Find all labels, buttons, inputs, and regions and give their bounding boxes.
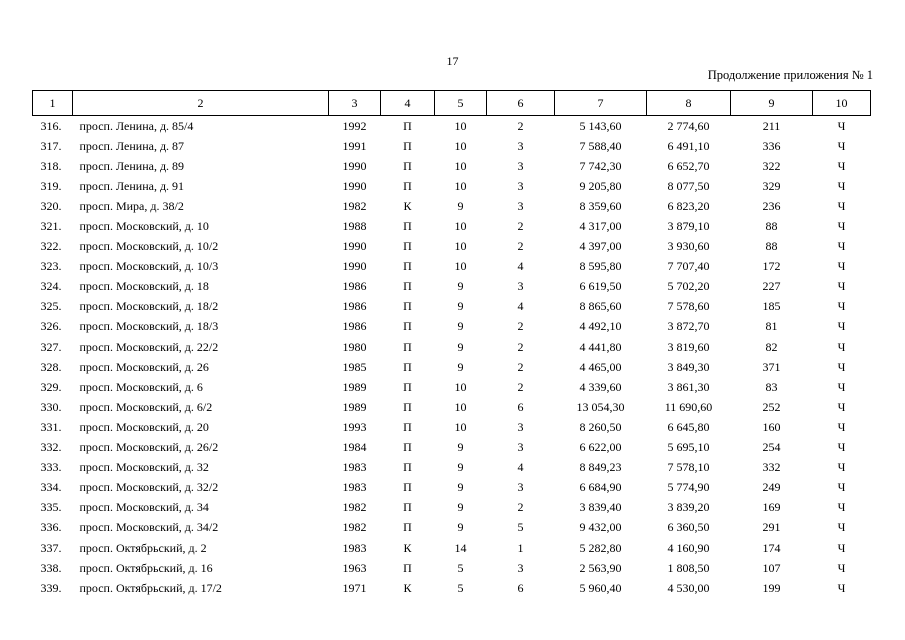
year-cell: 1989 (342, 399, 367, 414)
page-number: 17 (446, 54, 459, 68)
column-header-4: 4 (381, 91, 435, 116)
year-cell: 1986 (342, 319, 367, 334)
category-cell: Ч (837, 259, 846, 274)
year-cell: 1989 (342, 379, 367, 394)
entrances-cell: 2 (517, 118, 524, 133)
residents-cell: 371 (762, 359, 781, 374)
continuation-label: Продолжение приложения № 1 (707, 68, 873, 82)
total-area-cell: 13 054,30 (576, 399, 625, 414)
residents-cell: 81 (765, 319, 778, 334)
floors-cell: 10 (454, 158, 467, 173)
column-header-2: 2 (73, 91, 329, 116)
wall-type-cell: П (403, 219, 412, 234)
entrances-cell: 3 (517, 440, 524, 455)
floors-cell: 10 (454, 219, 467, 234)
residents-cell: 199 (762, 580, 781, 595)
wall-type-cell: П (403, 118, 412, 133)
living-area-cell: 3 930,60 (667, 239, 710, 254)
row-number-cell: 326. (40, 319, 62, 334)
floors-cell: 5 (457, 560, 464, 575)
year-cell: 1990 (342, 158, 367, 173)
living-area-cell: 3 839,20 (667, 500, 710, 515)
category-cell: Ч (837, 500, 846, 515)
data-table (32, 90, 871, 598)
year-cell: 1983 (342, 480, 367, 495)
total-area-cell: 9 432,00 (579, 520, 622, 535)
wall-type-cell: П (403, 359, 412, 374)
floors-cell: 9 (457, 520, 464, 535)
entrances-cell: 2 (517, 339, 524, 354)
category-cell: Ч (837, 560, 846, 575)
address-cell: просп. Московский, д. 6/2 (79, 399, 213, 414)
floors-cell: 10 (454, 138, 467, 153)
year-cell: 1971 (342, 580, 367, 595)
residents-cell: 88 (765, 219, 778, 234)
category-cell: Ч (837, 540, 846, 555)
table-row (33, 297, 871, 317)
category-cell: Ч (837, 279, 846, 294)
category-cell: Ч (837, 239, 846, 254)
category-cell: Ч (837, 339, 846, 354)
row-number-cell: 320. (40, 198, 62, 213)
floors-cell: 9 (457, 480, 464, 495)
entrances-cell: 2 (517, 359, 524, 374)
floors-cell: 9 (457, 279, 464, 294)
address-cell: просп. Московский, д. 6 (79, 379, 203, 394)
address-cell: просп. Ленина, д. 91 (79, 178, 185, 193)
category-cell: Ч (837, 520, 846, 535)
table-row (33, 277, 871, 297)
residents-cell: 252 (762, 399, 781, 414)
total-area-cell: 6 684,90 (579, 480, 622, 495)
wall-type-cell: П (403, 560, 412, 575)
residents-cell: 291 (762, 520, 781, 535)
category-cell: Ч (837, 580, 846, 595)
row-number-cell: 329. (40, 379, 62, 394)
entrances-cell: 2 (517, 379, 524, 394)
row-number-cell: 321. (40, 219, 62, 234)
table-row (33, 237, 871, 257)
entrances-cell: 5 (517, 520, 524, 535)
floors-cell: 9 (457, 339, 464, 354)
wall-type-cell: П (403, 500, 412, 515)
row-number-cell: 338. (40, 560, 62, 575)
address-cell: просп. Московский, д. 18/2 (79, 299, 219, 314)
residents-cell: 185 (762, 299, 781, 314)
row-number-cell: 335. (40, 500, 62, 515)
year-cell: 1982 (342, 198, 367, 213)
total-area-cell: 8 359,60 (579, 198, 622, 213)
address-cell: просп. Мира, д. 38/2 (79, 198, 184, 213)
residents-cell: 174 (762, 540, 781, 555)
category-cell: Ч (837, 359, 846, 374)
wall-type-cell: П (403, 239, 412, 254)
living-area-cell: 7 578,60 (667, 299, 710, 314)
entrances-cell: 2 (517, 219, 524, 234)
table-row (33, 458, 871, 478)
total-area-cell: 7 588,40 (579, 138, 622, 153)
row-number-cell: 327. (40, 339, 62, 354)
year-cell: 1988 (342, 219, 367, 234)
table-row (33, 176, 871, 196)
total-area-cell: 8 260,50 (579, 419, 622, 434)
address-cell: просп. Московский, д. 34/2 (79, 520, 219, 535)
entrances-cell: 3 (517, 138, 524, 153)
living-area-cell: 5 774,90 (667, 480, 710, 495)
floors-cell: 9 (457, 319, 464, 334)
column-header-7: 7 (555, 91, 647, 116)
entrances-cell: 4 (517, 259, 524, 274)
living-area-cell: 8 077,50 (667, 178, 710, 193)
residents-cell: 329 (762, 178, 781, 193)
floors-cell: 10 (454, 118, 467, 133)
address-cell: просп. Московский, д. 34 (79, 500, 209, 515)
year-cell: 1990 (342, 178, 367, 193)
residents-cell: 211 (762, 118, 781, 133)
row-number-cell: 323. (40, 259, 62, 274)
row-number-cell: 332. (40, 440, 62, 455)
residents-cell: 322 (762, 158, 781, 173)
wall-type-cell: П (403, 138, 412, 153)
total-area-cell: 8 865,60 (579, 299, 622, 314)
floors-cell: 9 (457, 299, 464, 314)
row-number-cell: 334. (40, 480, 62, 495)
floors-cell: 10 (454, 239, 467, 254)
wall-type-cell: П (403, 259, 412, 274)
living-area-cell: 6 360,50 (667, 520, 710, 535)
year-cell: 1963 (342, 560, 367, 575)
address-cell: просп. Московский, д. 22/2 (79, 339, 219, 354)
total-area-cell: 5 960,40 (579, 580, 622, 595)
residents-cell: 236 (762, 198, 781, 213)
row-number-cell: 331. (40, 419, 62, 434)
year-cell: 1983 (342, 460, 367, 475)
table-row (33, 136, 871, 156)
table-row (33, 357, 871, 377)
total-area-cell: 3 839,40 (579, 500, 622, 515)
total-area-cell: 9 205,80 (579, 178, 622, 193)
total-area-cell: 7 742,30 (579, 158, 622, 173)
address-cell: просп. Московский, д. 10/3 (79, 259, 219, 274)
row-number-cell: 339. (40, 580, 62, 595)
living-area-cell: 3 849,30 (667, 359, 710, 374)
entrances-cell: 1 (517, 540, 524, 555)
residents-cell: 82 (765, 339, 778, 354)
address-cell: просп. Московский, д. 32/2 (79, 480, 219, 495)
table-row (33, 478, 871, 498)
total-area-cell: 4 339,60 (579, 379, 622, 394)
year-cell: 1991 (342, 138, 367, 153)
column-header-1: 1 (33, 91, 73, 116)
category-cell: Ч (837, 299, 846, 314)
total-area-cell: 6 619,50 (579, 279, 622, 294)
address-cell: просп. Московский, д. 32 (79, 460, 209, 475)
residents-cell: 249 (762, 480, 781, 495)
total-area-cell: 6 622,00 (579, 440, 622, 455)
living-area-cell: 5 702,20 (667, 279, 710, 294)
category-cell: Ч (837, 419, 846, 434)
category-cell: Ч (837, 440, 846, 455)
column-header-6: 6 (487, 91, 555, 116)
wall-type-cell: К (403, 198, 412, 213)
address-cell: просп. Московский, д. 10 (79, 219, 209, 234)
entrances-cell: 6 (517, 399, 524, 414)
year-cell: 1992 (342, 118, 367, 133)
total-area-cell: 4 492,10 (579, 319, 622, 334)
total-area-cell: 4 397,00 (579, 239, 622, 254)
year-cell: 1986 (342, 299, 367, 314)
floors-cell: 9 (457, 460, 464, 475)
table-row (33, 417, 871, 437)
row-number-cell: 325. (40, 299, 62, 314)
address-cell: просп. Ленина, д. 89 (79, 158, 185, 173)
year-cell: 1980 (342, 339, 367, 354)
entrances-cell: 3 (517, 158, 524, 173)
total-area-cell: 4 441,80 (579, 339, 622, 354)
wall-type-cell: П (403, 339, 412, 354)
total-area-cell: 8 849,23 (579, 460, 622, 475)
row-number-cell: 330. (40, 399, 62, 414)
entrances-cell: 2 (517, 319, 524, 334)
wall-type-cell: П (403, 178, 412, 193)
entrances-cell: 6 (517, 580, 524, 595)
residents-cell: 88 (765, 239, 778, 254)
living-area-cell: 3 879,10 (667, 219, 710, 234)
year-cell: 1990 (342, 239, 367, 254)
address-cell: просп. Московский, д. 20 (79, 419, 209, 434)
table-row (33, 578, 871, 598)
entrances-cell: 3 (517, 178, 524, 193)
table-row (33, 116, 871, 137)
living-area-cell: 6 823,20 (667, 198, 710, 213)
living-area-cell: 1 808,50 (667, 560, 710, 575)
category-cell: Ч (837, 460, 846, 475)
living-area-cell: 7 578,10 (667, 460, 710, 475)
wall-type-cell: К (403, 580, 412, 595)
address-cell: просп. Московский, д. 10/2 (79, 239, 219, 254)
column-header-3: 3 (329, 91, 381, 116)
total-area-cell: 5 282,80 (579, 540, 622, 555)
table-row (33, 337, 871, 357)
entrances-cell: 4 (517, 299, 524, 314)
table-row (33, 216, 871, 236)
address-cell: просп. Московский, д. 18/3 (79, 319, 219, 334)
residents-cell: 107 (762, 560, 781, 575)
address-cell: просп. Московский, д. 26 (79, 359, 209, 374)
data-table-container (32, 90, 871, 598)
year-cell: 1983 (342, 540, 367, 555)
total-area-cell: 4 317,00 (579, 219, 622, 234)
entrances-cell: 3 (517, 480, 524, 495)
entrances-cell: 3 (517, 419, 524, 434)
wall-type-cell: П (403, 440, 412, 455)
table-row (33, 538, 871, 558)
wall-type-cell: П (403, 319, 412, 334)
row-number-cell: 336. (40, 520, 62, 535)
year-cell: 1986 (342, 279, 367, 294)
table-row (33, 317, 871, 337)
floors-cell: 5 (457, 580, 464, 595)
floors-cell: 10 (454, 399, 467, 414)
wall-type-cell: П (403, 279, 412, 294)
floors-cell: 10 (454, 419, 467, 434)
address-cell: просп. Октябрьский, д. 2 (79, 540, 207, 555)
address-cell: просп. Ленина, д. 87 (79, 138, 185, 153)
year-cell: 1984 (342, 440, 367, 455)
column-header-10: 10 (813, 91, 871, 116)
row-number-cell: 337. (40, 540, 62, 555)
year-cell: 1985 (342, 359, 367, 374)
residents-cell: 172 (762, 259, 781, 274)
living-area-cell: 4 160,90 (667, 540, 710, 555)
category-cell: Ч (837, 158, 846, 173)
table-row (33, 196, 871, 216)
residents-cell: 254 (762, 440, 781, 455)
year-cell: 1982 (342, 500, 367, 515)
residents-cell: 336 (762, 138, 781, 153)
column-header-9: 9 (731, 91, 813, 116)
table-row (33, 518, 871, 538)
table-row (33, 438, 871, 458)
floors-cell: 9 (457, 440, 464, 455)
residents-cell: 332 (762, 460, 781, 475)
living-area-cell: 3 861,30 (667, 379, 710, 394)
wall-type-cell: П (403, 158, 412, 173)
living-area-cell: 3 819,60 (667, 339, 710, 354)
living-area-cell: 4 530,00 (667, 580, 710, 595)
floors-cell: 9 (457, 359, 464, 374)
entrances-cell: 2 (517, 500, 524, 515)
table-row (33, 558, 871, 578)
entrances-cell: 3 (517, 198, 524, 213)
wall-type-cell: П (403, 480, 412, 495)
floors-cell: 9 (457, 500, 464, 515)
category-cell: Ч (837, 319, 846, 334)
table-row (33, 257, 871, 277)
residents-cell: 83 (765, 379, 778, 394)
living-area-cell: 6 491,10 (667, 138, 710, 153)
table-row (33, 397, 871, 417)
row-number-cell: 317. (40, 138, 62, 153)
living-area-cell: 3 872,70 (667, 319, 710, 334)
column-header-5: 5 (435, 91, 487, 116)
category-cell: Ч (837, 480, 846, 495)
total-area-cell: 4 465,00 (579, 359, 622, 374)
living-area-cell: 6 645,80 (667, 419, 710, 434)
wall-type-cell: К (403, 540, 412, 555)
total-area-cell: 5 143,60 (579, 118, 622, 133)
row-number-cell: 318. (40, 158, 62, 173)
address-cell: просп. Московский, д. 26/2 (79, 440, 219, 455)
floors-cell: 9 (457, 198, 464, 213)
category-cell: Ч (837, 379, 846, 394)
total-area-cell: 8 595,80 (579, 259, 622, 274)
address-cell: просп. Октябрьский, д. 17/2 (79, 580, 222, 595)
living-area-cell: 11 690,60 (664, 399, 713, 414)
row-number-cell: 324. (40, 279, 62, 294)
floors-cell: 10 (454, 259, 467, 274)
living-area-cell: 2 774,60 (667, 118, 710, 133)
living-area-cell: 7 707,40 (667, 259, 710, 274)
year-cell: 1990 (342, 259, 367, 274)
wall-type-cell: П (403, 399, 412, 414)
category-cell: Ч (837, 198, 846, 213)
row-number-cell: 316. (40, 118, 62, 133)
address-cell: просп. Московский, д. 18 (79, 279, 209, 294)
wall-type-cell: П (403, 520, 412, 535)
wall-type-cell: П (403, 419, 412, 434)
wall-type-cell: П (403, 299, 412, 314)
category-cell: Ч (837, 219, 846, 234)
row-number-cell: 328. (40, 359, 62, 374)
wall-type-cell: П (403, 379, 412, 394)
total-area-cell: 2 563,90 (579, 560, 622, 575)
row-number-cell: 319. (40, 178, 62, 193)
row-number-cell: 333. (40, 460, 62, 475)
entrances-cell: 4 (517, 460, 524, 475)
floors-cell: 10 (454, 178, 467, 193)
table-row (33, 377, 871, 397)
table-body (33, 116, 871, 599)
wall-type-cell: П (403, 460, 412, 475)
header-row (33, 91, 871, 116)
column-header-8: 8 (647, 91, 731, 116)
category-cell: Ч (837, 178, 846, 193)
address-cell: просп. Октябрьский, д. 16 (79, 560, 213, 575)
floors-cell: 14 (454, 540, 467, 555)
year-cell: 1993 (342, 419, 367, 434)
row-number-cell: 322. (40, 239, 62, 254)
table-row (33, 156, 871, 176)
entrances-cell: 3 (517, 560, 524, 575)
residents-cell: 160 (762, 419, 781, 434)
category-cell: Ч (837, 399, 846, 414)
address-cell: просп. Ленина, д. 85/4 (79, 118, 194, 133)
entrances-cell: 2 (517, 239, 524, 254)
table-row (33, 498, 871, 518)
floors-cell: 10 (454, 379, 467, 394)
residents-cell: 169 (762, 500, 781, 515)
category-cell: Ч (837, 138, 846, 153)
living-area-cell: 5 695,10 (667, 440, 710, 455)
residents-cell: 227 (762, 279, 781, 294)
entrances-cell: 3 (517, 279, 524, 294)
category-cell: Ч (837, 118, 846, 133)
living-area-cell: 6 652,70 (667, 158, 710, 173)
year-cell: 1982 (342, 520, 367, 535)
